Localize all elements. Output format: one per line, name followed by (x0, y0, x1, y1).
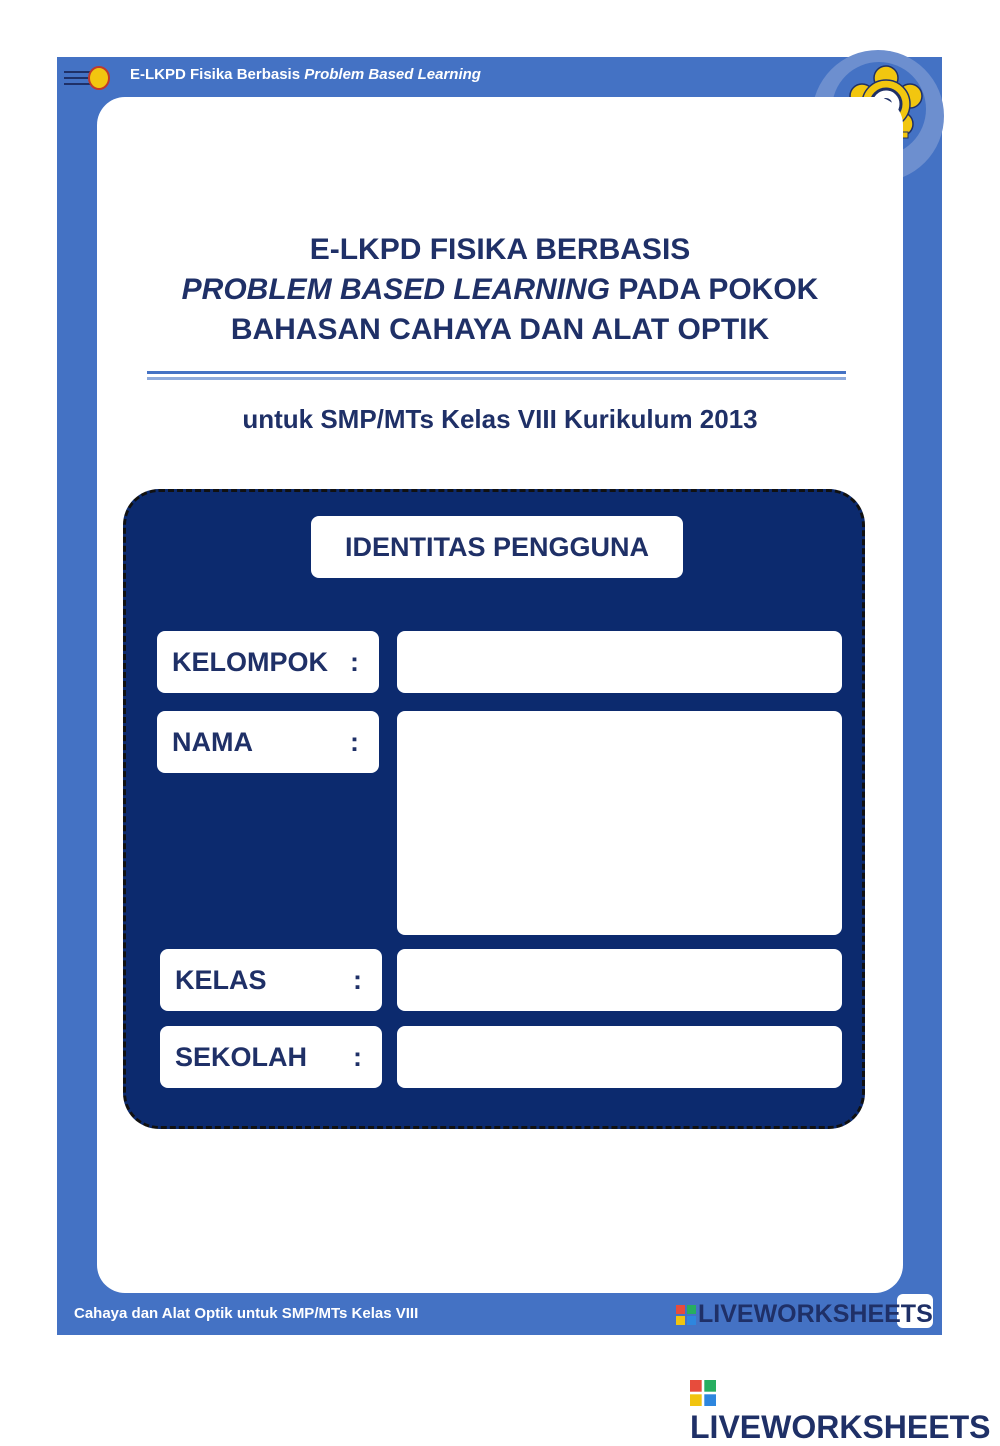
subtitle: untuk SMP/MTs Kelas VIII Kurikulum 2013 (242, 404, 758, 434)
liveworksheets-logo-icon (690, 1380, 716, 1406)
liveworksheets-brand: LIVEWORKSHEETS (690, 1372, 1000, 1446)
label-kelas: KELAS : (160, 949, 382, 1011)
header-title: E-LKPD Fisika Berbasis Problem Based Learning (130, 66, 481, 83)
footer-text: Cahaya dan Alat Optik untuk SMP/MTs Kelas VIII (74, 1305, 419, 1322)
kelompok-input[interactable] (397, 631, 842, 693)
label-sekolah: SEKOLAH : (160, 1026, 382, 1088)
divider (147, 371, 846, 374)
identity-title: IDENTITAS PENGGUNA (311, 516, 683, 578)
label-nama: NAMA : (157, 711, 379, 773)
divider (147, 377, 846, 380)
sekolah-input[interactable] (397, 1026, 842, 1088)
label-kelompok: KELOMPOK : (157, 631, 379, 693)
liveworksheets-logo-icon (676, 1305, 696, 1325)
page-title: E-LKPD FISIKA BERBASIS PROBLEM BASED LEARNING PADA POKOK BAHASAN CAHAYA DAN ALAT OPTIK (181, 233, 819, 346)
kelas-input[interactable] (397, 949, 842, 1011)
nama-input[interactable] (397, 711, 842, 935)
speed-lines-icon (64, 66, 112, 90)
footer-brand: LIVEWORKSHEETS (676, 1300, 933, 1329)
